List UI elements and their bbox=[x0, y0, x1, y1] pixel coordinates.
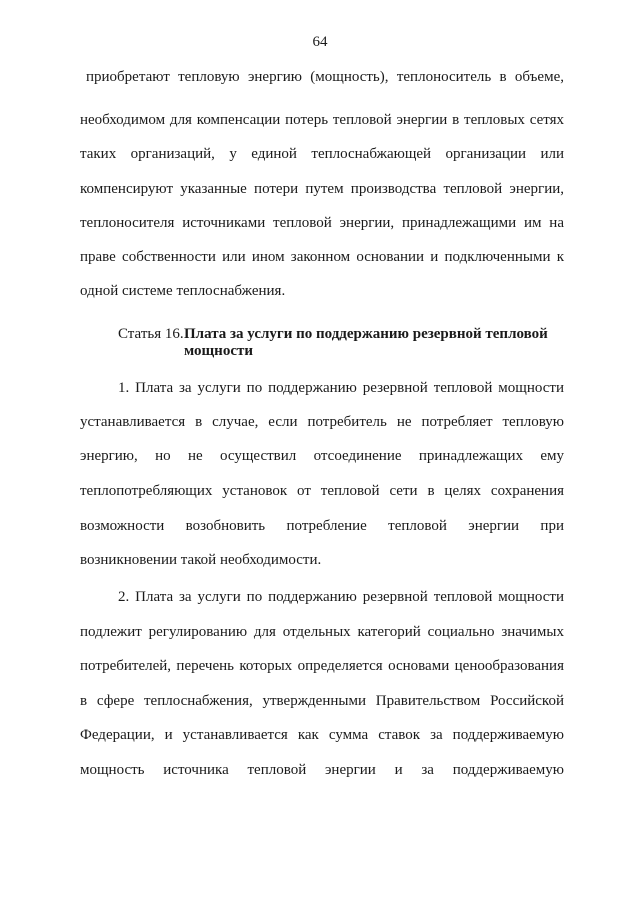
paragraph-line: 1. Плата за услуги по поддержанию резервной тепловой мощности bbox=[118, 380, 564, 396]
paragraph-line: теплоносителя источниками тепловой энергии, принадлежащими им на bbox=[80, 215, 564, 231]
paragraph-line: одной системе теплоснабжения. bbox=[80, 283, 286, 299]
paragraph-line: теплопотребляющих установок от тепловой сети в целях сохранения bbox=[80, 483, 564, 499]
paragraph-line: мощность источника тепловой энергии и за поддерживаемую bbox=[80, 762, 564, 778]
paragraph-line: праве собственности или ином законном основании и подключенными к bbox=[80, 249, 564, 265]
article-title-line: Плата за услуги по поддержанию резервной тепловой bbox=[184, 326, 548, 342]
paragraph-line: компенсируют указанные потери путем производства тепловой энергии, bbox=[80, 181, 564, 197]
paragraph-line: возникновении такой необходимости. bbox=[80, 552, 322, 568]
paragraph-line: потребителей, перечень которых определяется основами ценообразования bbox=[80, 658, 564, 674]
article-label: Статья 16. bbox=[118, 326, 184, 342]
paragraph-line: необходимом для компенсации потерь тепловой энергии в тепловых сетях bbox=[80, 112, 564, 128]
paragraph-line: таких организаций, у единой теплоснабжающей организации или bbox=[80, 146, 564, 162]
paragraph-line: в сфере теплоснабжения, утвержденными Правительством Российской bbox=[80, 693, 564, 709]
paragraph-line: устанавливается в случае, если потребитель не потребляет тепловую bbox=[80, 414, 564, 430]
paragraph-line: Федерации, и устанавливается как сумма ставок за поддерживаемую bbox=[80, 727, 564, 743]
article-title-line: мощности bbox=[184, 343, 253, 359]
paragraph-line: 2. Плата за услуги по поддержанию резервной тепловой мощности bbox=[118, 589, 564, 605]
paragraph-line: приобретают тепловую энергию (мощность), теплоноситель в объеме, bbox=[86, 69, 564, 85]
paragraph-line: энергию, но не осуществил отсоединение принадлежащих ему bbox=[80, 448, 564, 464]
page-number: 64 bbox=[312, 34, 328, 50]
paragraph-line: подлежит регулированию для отдельных категорий социально значимых bbox=[80, 624, 564, 640]
paragraph-line: возможности возобновить потребление тепловой энергии при bbox=[80, 518, 564, 534]
